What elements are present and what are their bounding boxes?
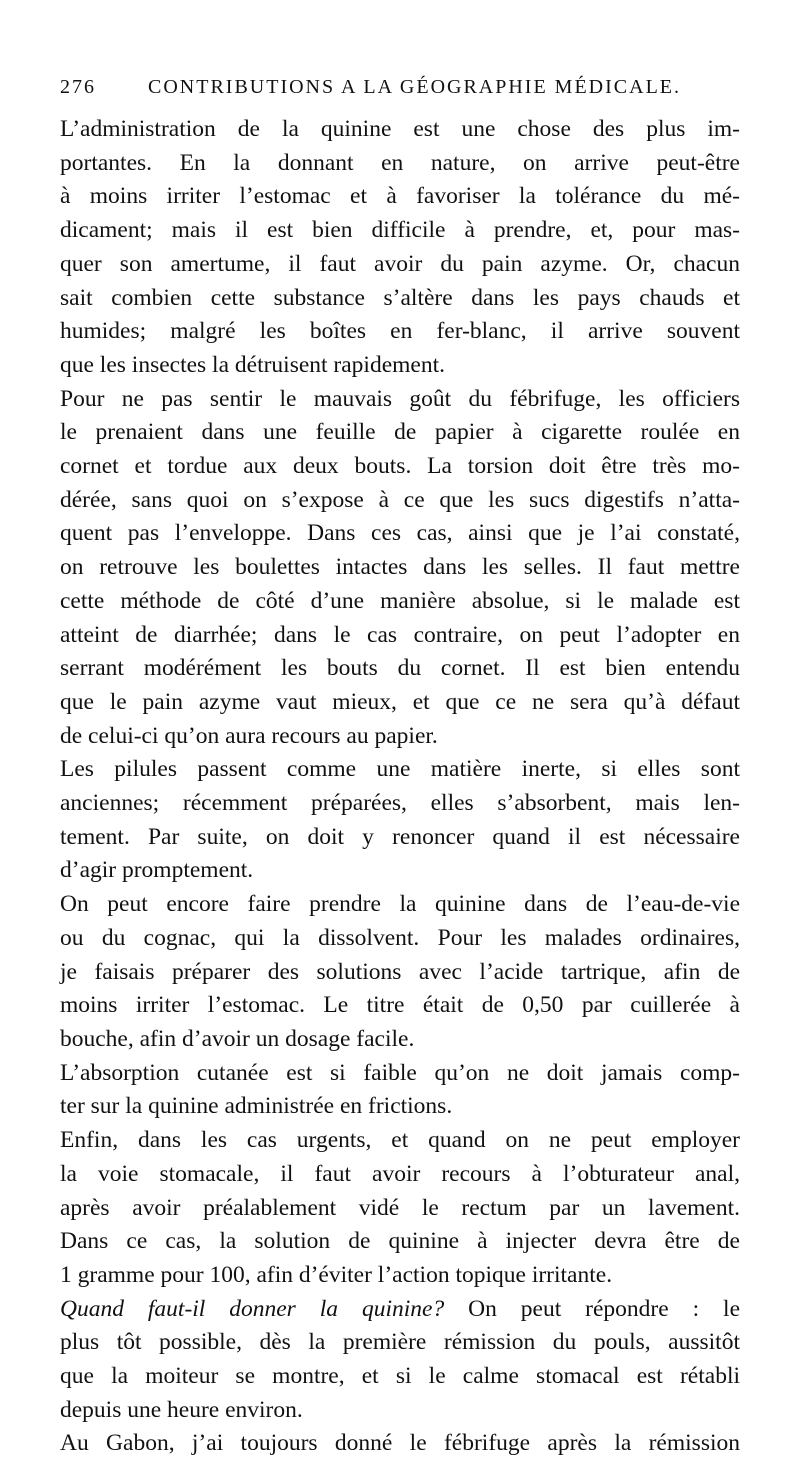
text-line: L’administration de la quinine est une chose des plus im- [60, 116, 740, 142]
text-line [60, 1293, 740, 1327]
text-fragment: On peut répondre : le [444, 1295, 740, 1322]
text-line: je faisais préparer des solutions avec l’acide tartrique, afin de [60, 958, 740, 985]
text-line: serrant modérément les bouts du cornet. Il est bien entendu [60, 655, 740, 682]
paragraph [60, 1124, 740, 1293]
text-line: à moins irriter l’estomac et à favoriser la tolérance du mé- [60, 183, 740, 210]
page-number: 276 [60, 76, 96, 98]
text-line: Dans ce cas, la solution de quinine à injecter devra être de [60, 1228, 740, 1255]
paragraph [60, 113, 740, 383]
text-line: cette méthode de côté d’une manière absolue, si le malade est [60, 587, 740, 614]
text-line: portantes. En la donnant en nature, on arrive peut-être [60, 149, 740, 176]
text-line: que le pain azyme vaut mieux, et que ce ne sera qu’à défaut [60, 688, 740, 715]
text-line: humides; malgré les boîtes en fer-blanc, il arrive souvent [60, 318, 740, 345]
text-line: d’agir promptement. [60, 857, 254, 884]
text-line: Enfin, dans les cas urgents, et quand on ne peut employer [60, 1127, 740, 1154]
paragraph [60, 888, 740, 1057]
body-text [60, 113, 740, 1461]
paragraph [60, 1293, 740, 1428]
text-line: bouche, afin d’avoir un dosage facile. [60, 1025, 415, 1052]
paragraph [60, 1057, 740, 1124]
text-line: moins irriter l’estomac. Le titre était de 0,50 par cuillerée à [60, 992, 740, 1019]
text-line: sait combien cette substance s’altère dans les pays chauds et [60, 284, 740, 311]
text-line: 1 gramme pour 100, afin d’éviter l’action topique irritante. [60, 1261, 613, 1288]
text-line: quent pas l’enveloppe. Dans ces cas, ainsi que je l’ai constaté, [60, 520, 740, 547]
text-line: la voie stomacale, il faut avoir recours à l’obturateur anal, [60, 1160, 740, 1187]
running-head [60, 76, 740, 106]
text-line: ou du cognac, qui la dissolvent. Pour les malades ordinaires, [60, 924, 740, 951]
text-line: on retrouve les boulettes intactes dans les selles. Il faut mettre [60, 554, 740, 581]
text-line: Pour ne pas sentir le mauvais goût du fébrifuge, les officiers [60, 385, 740, 412]
text-line: cornet et tordue aux deux bouts. La torsion doit être très mo- [60, 453, 740, 480]
text-line: L’absorption cutanée est si faible qu’on ne doit jamais comp- [60, 1059, 740, 1086]
text-line: tement. Par suite, on doit y renoncer quand il est nécessaire [60, 823, 740, 850]
text-line: que la moiteur se montre, et si le calme stomacal est rétabli [60, 1363, 740, 1390]
paragraph [60, 753, 740, 888]
text-line: On peut encore faire prendre la quinine dans de l’eau-de-vie [60, 891, 740, 918]
text-line: le prenaient dans une feuille de papier à cigarette roulée en [60, 419, 740, 446]
text-line: anciennes; récemment préparées, elles s’absorbent, mais len- [60, 790, 740, 817]
text-line: ter sur la quinine administrée en frictions. [60, 1093, 453, 1120]
paragraph [60, 383, 740, 754]
italic-question: Quand faut-il donner la quinine? [60, 1295, 445, 1322]
text-line: atteint de diarrhée; dans le cas contraire, on peut l’adopter en [60, 621, 740, 648]
text-line: après avoir préalablement vidé le rectum par un lavement. [60, 1194, 740, 1221]
text-line: dérée, sans quoi on s’expose à ce que les sucs digestifs n’atta- [60, 486, 740, 513]
text-line: Les pilules passent comme une matière inerte, si elles sont [60, 756, 740, 783]
running-title: CONTRIBUTIONS A LA GÉOGRAPHIE MÉDICALE. [148, 76, 681, 98]
text-line: plus tôt possible, dès la première rémission du pouls, aussitôt [60, 1329, 740, 1356]
text-line: depuis une heure environ. [60, 1396, 303, 1423]
text-line: quer son amertume, il faut avoir du pain azyme. Or, chacun [60, 250, 740, 277]
text-line: dicament; mais il est bien difficile à prendre, et, pour mas- [60, 217, 740, 244]
text-line: que les insectes la détruisent rapidement. [60, 351, 446, 378]
text-line: de celui-ci qu’on aura recours au papier. [60, 722, 438, 749]
text-line: Au Gabon, j’ai toujours donné le fébrifuge après la rémission [60, 1430, 740, 1457]
paragraph [60, 1427, 740, 1461]
